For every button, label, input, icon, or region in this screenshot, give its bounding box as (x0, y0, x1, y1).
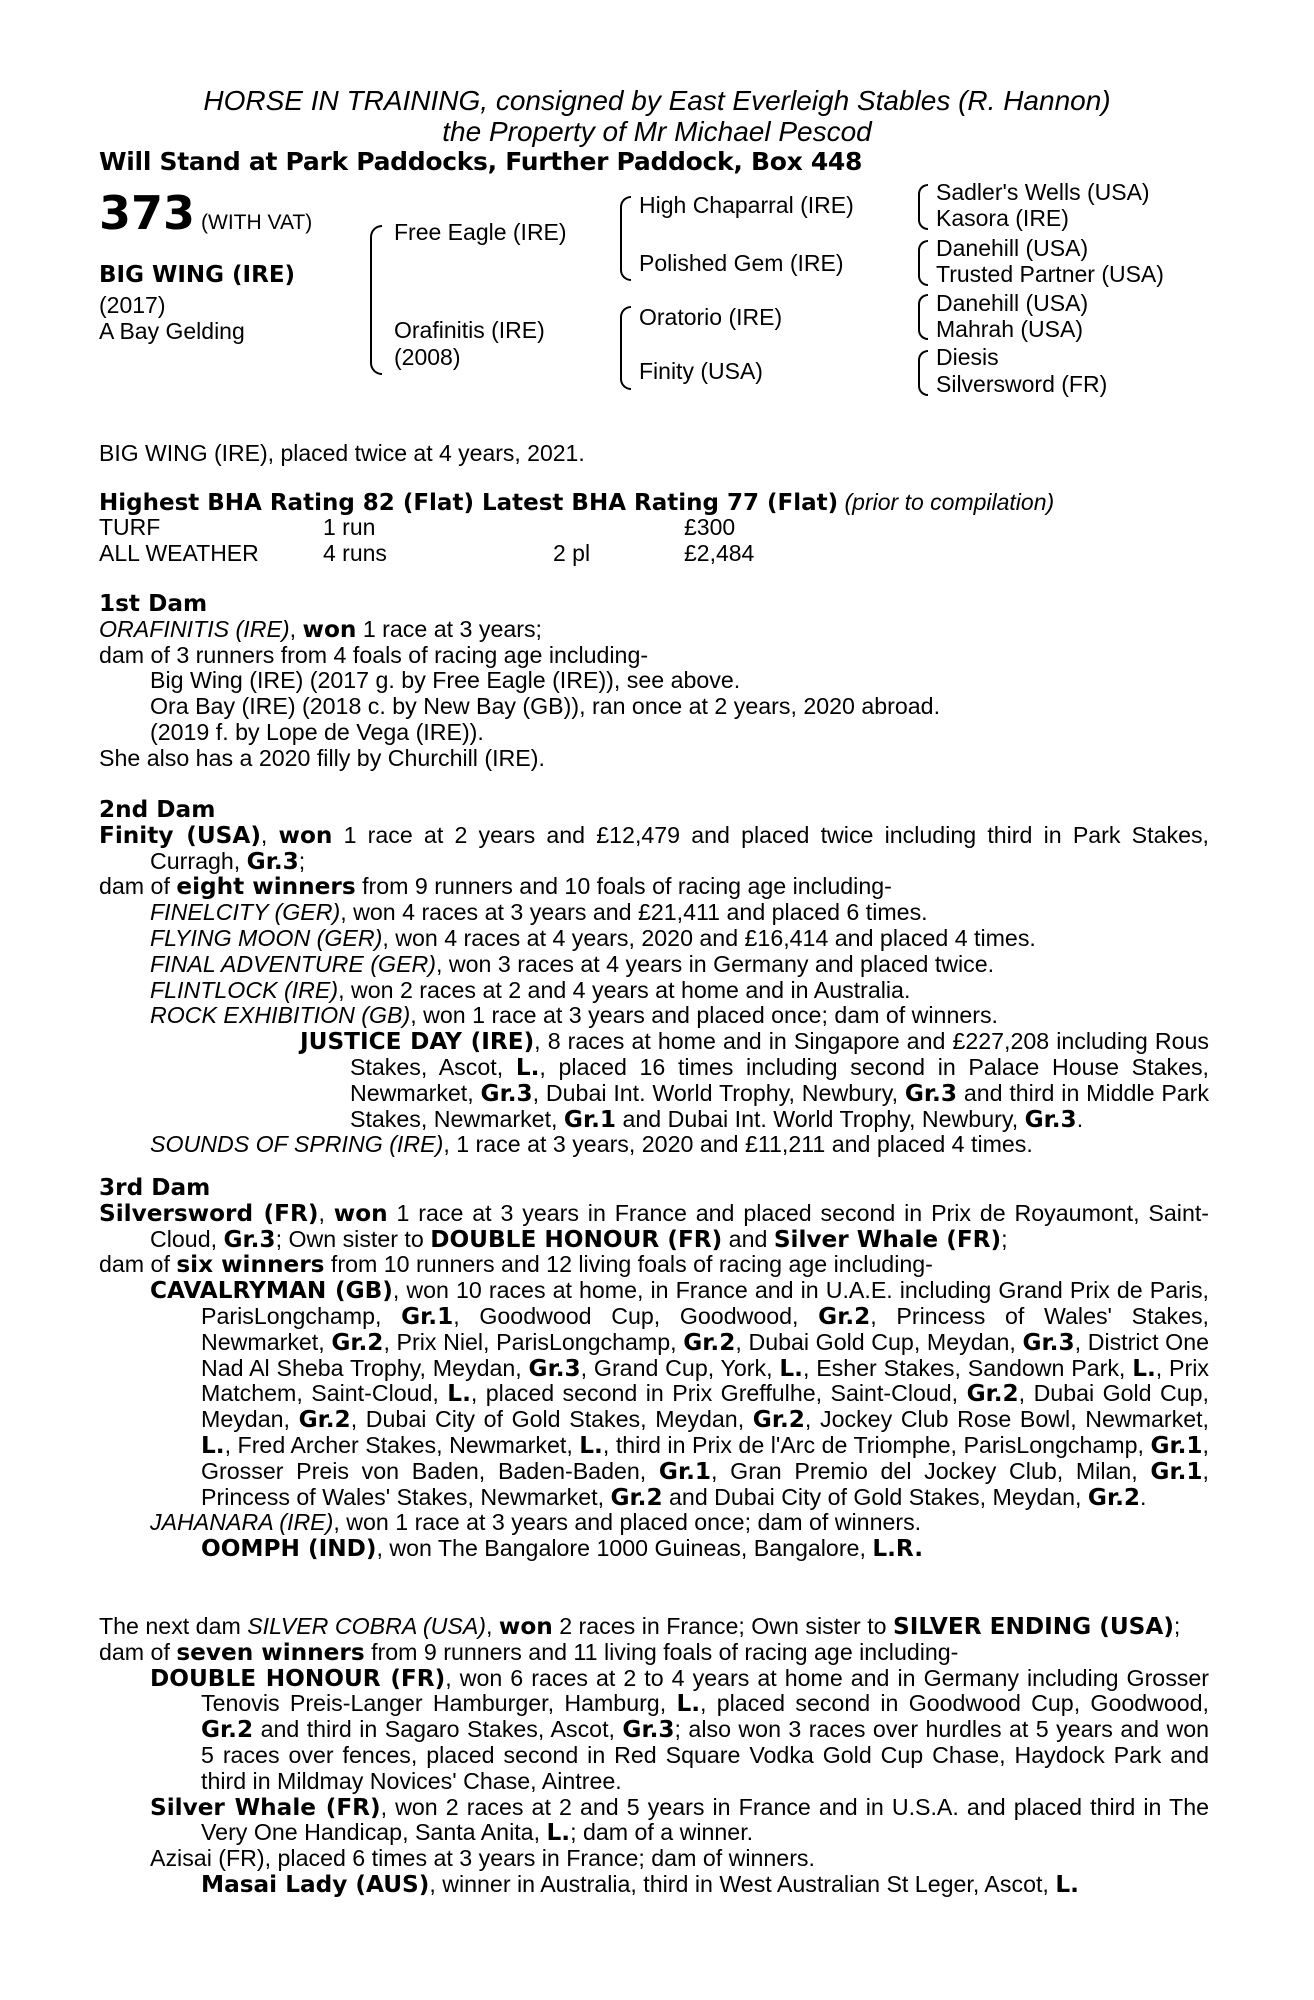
masai-lady-name: Masai Lady (AUS) (201, 1870, 430, 1898)
cav-g1d: Gr.1 (1150, 1457, 1203, 1485)
cav-t15: , third in Prix de l'Arc de Triomphe, ParisLongchamp, (602, 1431, 1151, 1458)
dam3-t2: ; Own sister to (275, 1225, 431, 1252)
masai-lady-grade: L. (1055, 1870, 1079, 1898)
aw-runs: 4 runs (323, 540, 387, 566)
pedigree-brace-g4 (918, 350, 928, 396)
aw-prize: £2,484 (684, 540, 755, 566)
cav-t11: , Dubai Gold Cup, Meydan, (201, 1380, 1210, 1433)
pedigree-g5: Danehill (USA) (936, 290, 1089, 316)
header-title-line1: HORSE IN TRAINING, consigned by East Everleigh Stables (R. Hannon) (203, 85, 1111, 116)
dam2-child-6-text: , 1 race at 3 years, 2020 and £11,211 and placed 4 times. (443, 1131, 1033, 1158)
horse-description: A Bay Gelding (99, 318, 245, 344)
nextdam-grandchild-masai-lady (99, 1872, 1209, 1898)
justice-day-t4: and third in Middle Park Stakes, Newmarket, (350, 1079, 1209, 1132)
cav-g2b: Gr.2 (331, 1328, 384, 1356)
dam1-name: ORAFINITIS (IRE) (99, 615, 290, 642)
cav-t1: , won 10 races at home, in France and in U.A.E. including Grand Prix de Paris, ParisLongchamp, (201, 1277, 1209, 1329)
cav-g1b: Gr.1 (1150, 1431, 1203, 1459)
cav-t6: , District One Nad Al Sheba Trophy, Meydan, (201, 1328, 1210, 1381)
pedigree-g7: Diesis (936, 344, 999, 370)
jahanara-name: JAHANARA (IRE) (150, 1509, 334, 1536)
dam3-produce-count: six winners (176, 1251, 325, 1279)
cav-t13: , Jockey Club Rose Bowl, Newmarket, (804, 1406, 1209, 1433)
pedigree-dam: Orafinitis (IRE) (394, 317, 545, 343)
cav-Lb: L. (1132, 1354, 1156, 1382)
cav-g2d: Gr.2 (966, 1380, 1019, 1408)
cav-t16: , Grosser Preis von Baden, Baden-Baden, (201, 1431, 1209, 1484)
silver-whale-name: Silver Whale (FR) (150, 1793, 381, 1821)
aw-label: ALL WEATHER (99, 540, 259, 566)
dh-L: L. (676, 1690, 701, 1718)
lot-number: 373 (99, 186, 196, 240)
dam2-produce-post: from 9 runners and 10 foals of racing age including- (355, 873, 892, 900)
lot-number-block (99, 186, 312, 240)
pedigree-g6: Mahrah (USA) (936, 316, 1083, 342)
dam1-progeny-2: Ora Bay (IRE) (2018 c. by New Bay (GB)), ran once at 2 years, 2020 abroad. (150, 693, 941, 720)
dam1-line1 (99, 617, 1209, 643)
cav-t3: , Princess of Wales' Stakes, Newmarket, (201, 1302, 1209, 1355)
cav-La: L. (779, 1354, 803, 1382)
cav-Lc: L. (447, 1380, 471, 1408)
pedigree-g2: Kasora (IRE) (936, 205, 1069, 231)
cav-g3b: Gr.3 (528, 1354, 581, 1382)
cavalryman-name: CAVALRYMAN (GB) (150, 1277, 393, 1305)
dam2-child-1-name: FINELCITY (GER) (150, 899, 341, 926)
dh-t2: , placed second in Goodwood Cup, Goodwood, (700, 1690, 1210, 1717)
pedigree-brace-g2 (918, 240, 928, 286)
dh-t3: and third in Sagaro Stakes, Ascot, (253, 1716, 623, 1743)
section-next-dam (99, 1614, 1209, 1898)
nextdam-child-azisai: Azisai (FR), placed 6 times at 3 years in France; dam of winners. (150, 1845, 815, 1872)
cav-t9: , Prix Matchem, Saint-Cloud, (201, 1354, 1209, 1407)
pedigree-brace-g3 (918, 294, 928, 340)
pedigree-sire-sire: High Chaparral (IRE) (639, 192, 854, 218)
vat-note: (WITH VAT) (201, 211, 313, 234)
dam2-child-2-name: FLYING MOON (GER) (150, 924, 383, 951)
dam1-won: won (302, 615, 357, 643)
dam3-won: won (333, 1199, 388, 1227)
cav-g3a: Gr.3 (1022, 1328, 1075, 1356)
nextdam-name: SILVER COBRA (USA) (247, 1613, 487, 1639)
cav-t5: , Dubai Gold Cup, Meydan, (735, 1328, 1023, 1355)
dam2-produce-pre: dam of (99, 873, 177, 900)
section-3rd-dam (99, 1175, 1209, 1562)
dam2-child-4-text: , won 2 races at 2 and 4 years at home and in Australia. (338, 976, 911, 1003)
cav-t2: , Goodwood Cup, Goodwood, (453, 1302, 819, 1329)
dam2-child-4 (99, 978, 1209, 1004)
double-honour-name: DOUBLE HONOUR (FR) (150, 1664, 446, 1692)
pedigree-sire: Free Eagle (IRE) (394, 219, 567, 245)
section-1st-dam (99, 591, 1209, 772)
cav-t17: , Gran Premio del Jockey Club, Milan, (711, 1457, 1151, 1484)
dam2-child-3-name: FINAL ADVENTURE (GER) (150, 950, 437, 977)
sw-t1: , won 2 races at 2 and 5 years in France and in U.S.A. and placed third in The Very One Handicap, Santa Anita, (201, 1793, 1209, 1846)
nextdam-t3: ; (1173, 1613, 1181, 1639)
dam3-record: Silversword (FR), won 1 race at 3 years in France and placed second in Prix de Royaumont, Saint-Cloud, Gr.3; Own sister to DOUBLE HONOUR (FR) and Silver Whale (FR); (99, 1199, 1209, 1253)
pedigree-g1: Sadler's Wells (USA) (936, 179, 1150, 205)
justice-day-g1: Gr.1 (563, 1105, 617, 1133)
cav-t19: and Dubai City of Gold Stakes, Meydan, (662, 1483, 1088, 1510)
dam3-t4: ; (1001, 1225, 1008, 1252)
justice-day-t5: and Dubai Int. World Trophy, Newbury, (616, 1105, 1025, 1132)
dam3-heading: 3rd Dam (99, 1174, 211, 1201)
turf-label: TURF (99, 514, 161, 540)
pedigree-brace-g1 (918, 184, 928, 230)
dam2-child-5-name: ROCK EXHIBITION (GB) (150, 1002, 411, 1029)
cav-g2e: Gr.2 (298, 1406, 351, 1434)
justice-day-g3b: Gr.3 (904, 1079, 957, 1107)
nextdam-produce-pre: dam of (99, 1638, 177, 1665)
dam3-grandchild-oomph (99, 1536, 1209, 1562)
nextdam-won: won (498, 1613, 553, 1640)
dam3-produce-pre: dam of (99, 1251, 177, 1278)
turf-runs: 1 run (323, 514, 376, 540)
cav-g2h: Gr.2 (1087, 1483, 1141, 1511)
justice-day-t1: , 8 races at home and in Singapore and £227,208 including Rous Stakes, Ascot, (350, 1028, 1209, 1080)
pedigree-sire-dam: Polished Gem (IRE) (639, 250, 844, 276)
justice-day-t6: . (1076, 1105, 1084, 1132)
justice-day-t3: , Dubai Int. World Trophy, Newbury, (532, 1079, 905, 1106)
jahanara-text: , won 1 race at 3 years and placed once; dam of winners. (333, 1509, 922, 1536)
cav-g1a: Gr.1 (401, 1302, 454, 1330)
dam2-child-6 (99, 1132, 1209, 1158)
cav-g2c: Gr.2 (683, 1328, 736, 1356)
dam1-sep: , (289, 615, 303, 642)
oomph-text: , won The Bangalore 1000 Guineas, Bangalore, (376, 1535, 873, 1562)
cav-t4: , Prix Niel, ParisLongchamp, (383, 1328, 684, 1355)
dam2-child-1 (99, 900, 1209, 926)
nextdam-produce-count: seven winners (176, 1638, 365, 1666)
dh-t1: , won 6 races at 2 to 4 years at home and in Germany including Grosser Tenovis Preis-Langer Hamburger, Hamburg, (201, 1664, 1210, 1717)
nextdam-sister: SILVER ENDING (USA) (893, 1613, 1174, 1640)
dam2-child-1-text: , won 4 races at 3 years and £21,411 and placed 6 times. (340, 899, 928, 926)
dam2-record: Finity (USA), won 1 race at 2 years and £12,479 and placed twice including third in Park Stakes, Curragh, Gr.3; (99, 821, 1210, 875)
nextdam-child-silver-whale (99, 1795, 1209, 1847)
justice-day-L: L. (515, 1053, 540, 1081)
cav-g2a: Gr.2 (818, 1302, 871, 1330)
dam2-grade: Gr.3 (246, 847, 299, 875)
dh-g2: Gr.2 (201, 1716, 254, 1744)
cav-Ld: L. (201, 1431, 225, 1459)
dam2-child-6-name: SOUNDS OF SPRING (IRE) (150, 1131, 444, 1158)
dam3-produce-line (99, 1252, 1209, 1278)
dam3-produce-post: from 10 runners and 12 living foals of racing age including- (324, 1251, 933, 1278)
summary-line: BIG WING (IRE), placed twice at 4 years, 2021. (99, 440, 585, 466)
rating-heading-line (99, 489, 1054, 517)
dam2-grandchild-justice-day (99, 1029, 1209, 1132)
dam2-record-text: 1 race at 2 years and £12,479 and placed twice including third in Park Stakes, Curragh, (150, 821, 1210, 874)
justice-day-g3c: Gr.3 (1024, 1105, 1077, 1133)
nextdam-child-double-honour (99, 1666, 1209, 1795)
dam2-produce-count: eight winners (176, 873, 356, 901)
dam2-record-end: ; (298, 847, 306, 874)
pedigree-g8: Silversword (FR) (936, 371, 1108, 397)
dh-t4: ; also won 3 races over hurdles at 5 years and won 5 races over fences, placed second in Red Square Vodka Gold Cup Chase, Haydock Park and third in Mildmay Novices' Chase, Aintree. (201, 1716, 1209, 1794)
pedigree-dam-dam: Finity (USA) (639, 358, 763, 384)
dam2-produce-line (99, 874, 1209, 900)
pedigree-brace-sire (620, 196, 631, 281)
pedigree-dam-sire: Oratorio (IRE) (639, 304, 783, 330)
dam2-child-3 (99, 952, 1209, 978)
dam2-heading: 2nd Dam (99, 796, 216, 823)
dam3-t1: 1 race at 3 years in France and placed second in Prix de Royaumont, Saint-Cloud, (150, 1199, 1209, 1252)
dam1-progeny-4: She also has a 2020 filly by Churchill (IRE). (99, 744, 545, 771)
dam2-name: Finity (USA) (99, 821, 261, 849)
nextdam-record (99, 1614, 1209, 1640)
justice-day-name: JUSTICE DAY (IRE) (300, 1028, 535, 1056)
dam3-child-cavalryman (99, 1278, 1209, 1510)
dam2-child-5 (99, 1003, 1209, 1029)
dam3-name: Silversword (FR) (99, 1199, 319, 1227)
dam3-t3: and (722, 1225, 774, 1252)
nextdam-sep: , (486, 1613, 499, 1639)
justice-day-t2: , placed 16 times including second in Palace House Stakes, Newmarket, (350, 1053, 1209, 1106)
cav-g1c: Gr.1 (658, 1457, 712, 1485)
dam1-progeny-3: (2019 f. by Lope de Vega (IRE)). (150, 718, 484, 745)
justice-day-g3a: Gr.3 (480, 1079, 533, 1107)
cav-t20: . (1140, 1483, 1147, 1510)
masai-lady-text: , winner in Australia, third in West Australian St Leger, Ascot, (429, 1870, 1056, 1897)
nextdam-produce-post: from 9 runners and 11 living foals of racing age including- (364, 1638, 959, 1665)
pedigree-g4: Trusted Partner (USA) (936, 261, 1164, 287)
horse-year: (2017) (99, 292, 166, 318)
cav-g2g: Gr.2 (610, 1483, 663, 1511)
cav-t8: , Esher Stakes, Sandown Park, (802, 1354, 1133, 1381)
dam1-heading: 1st Dam (99, 590, 208, 617)
dam3-sister-1: DOUBLE HONOUR (FR) (430, 1225, 723, 1253)
oomph-grade: L.R. (872, 1535, 924, 1563)
cav-t10: , placed second in Prix Greffulhe, Saint-Cloud, (470, 1380, 967, 1407)
cav-t18: , Princess of Wales' Stakes, Newmarket, (201, 1457, 1209, 1510)
aw-placed: 2 pl (553, 540, 591, 566)
rating-note: (prior to compilation) (844, 489, 1055, 515)
turf-prize: £300 (684, 514, 736, 540)
dam3-grade: Gr.3 (223, 1225, 276, 1253)
nextdam-pre: The next dam (99, 1613, 248, 1639)
dam2-child-2 (99, 926, 1209, 952)
pedigree-dam-year: (2008) (394, 344, 461, 370)
pedigree-brace-dam (620, 306, 631, 390)
cav-g2f: Gr.2 (752, 1406, 805, 1434)
cav-Le: L. (579, 1431, 603, 1459)
dh-g3: Gr.3 (622, 1716, 675, 1744)
oomph-name: OOMPH (IND) (201, 1535, 377, 1563)
sw-t2: ; dam of a winner. (570, 1819, 754, 1846)
cav-t14: , Fred Archer Stakes, Newmarket, (224, 1431, 580, 1458)
dam2-child-3-text: , won 3 races at 4 years in Germany and placed twice. (436, 950, 995, 977)
sw-L: L. (546, 1819, 571, 1847)
dam2-child-2-text: , won 4 races at 4 years, 2020 and £16,414 and placed 4 times. (382, 924, 1036, 951)
cav-t12: , Dubai City of Gold Stakes, Meydan, (350, 1406, 753, 1433)
nextdam-t2: 2 races in France; Own sister to (552, 1613, 893, 1639)
stand-location: Will Stand at Park Paddocks, Further Paddock, Box 448 (99, 147, 863, 176)
dam1-progeny-1: Big Wing (IRE) (2017 g. by Free Eagle (IRE)), see above. (150, 667, 741, 694)
dam2-won: won (278, 821, 333, 849)
dam2-child-5-text: , won 1 race at 3 years and placed once; dam of winners. (410, 1002, 998, 1029)
pedigree-brace-main (370, 225, 382, 375)
dam3-child-jahanara (99, 1510, 1209, 1536)
pedigree-g3: Danehill (USA) (936, 235, 1089, 261)
dam3-sister-2: Silver Whale (FR) (773, 1225, 1002, 1253)
dam2-child-4-name: FLINTLOCK (IRE) (150, 976, 339, 1003)
header-title-line2: the Property of Mr Michael Pescod (442, 116, 872, 147)
rating-heading: Highest BHA Rating 82 (Flat) Latest BHA Rating 77 (Flat) (99, 490, 839, 516)
nextdam-produce-line (99, 1640, 1209, 1666)
cav-t7: , Grand Cup, York, (580, 1354, 780, 1381)
dam1-line1-text: 1 race at 3 years; (356, 615, 542, 642)
horse-name: BIG WING (IRE) (99, 262, 296, 288)
dam1-line2: dam of 3 runners from 4 foals of racing age including- (99, 641, 649, 668)
section-2nd-dam (99, 797, 1209, 1158)
